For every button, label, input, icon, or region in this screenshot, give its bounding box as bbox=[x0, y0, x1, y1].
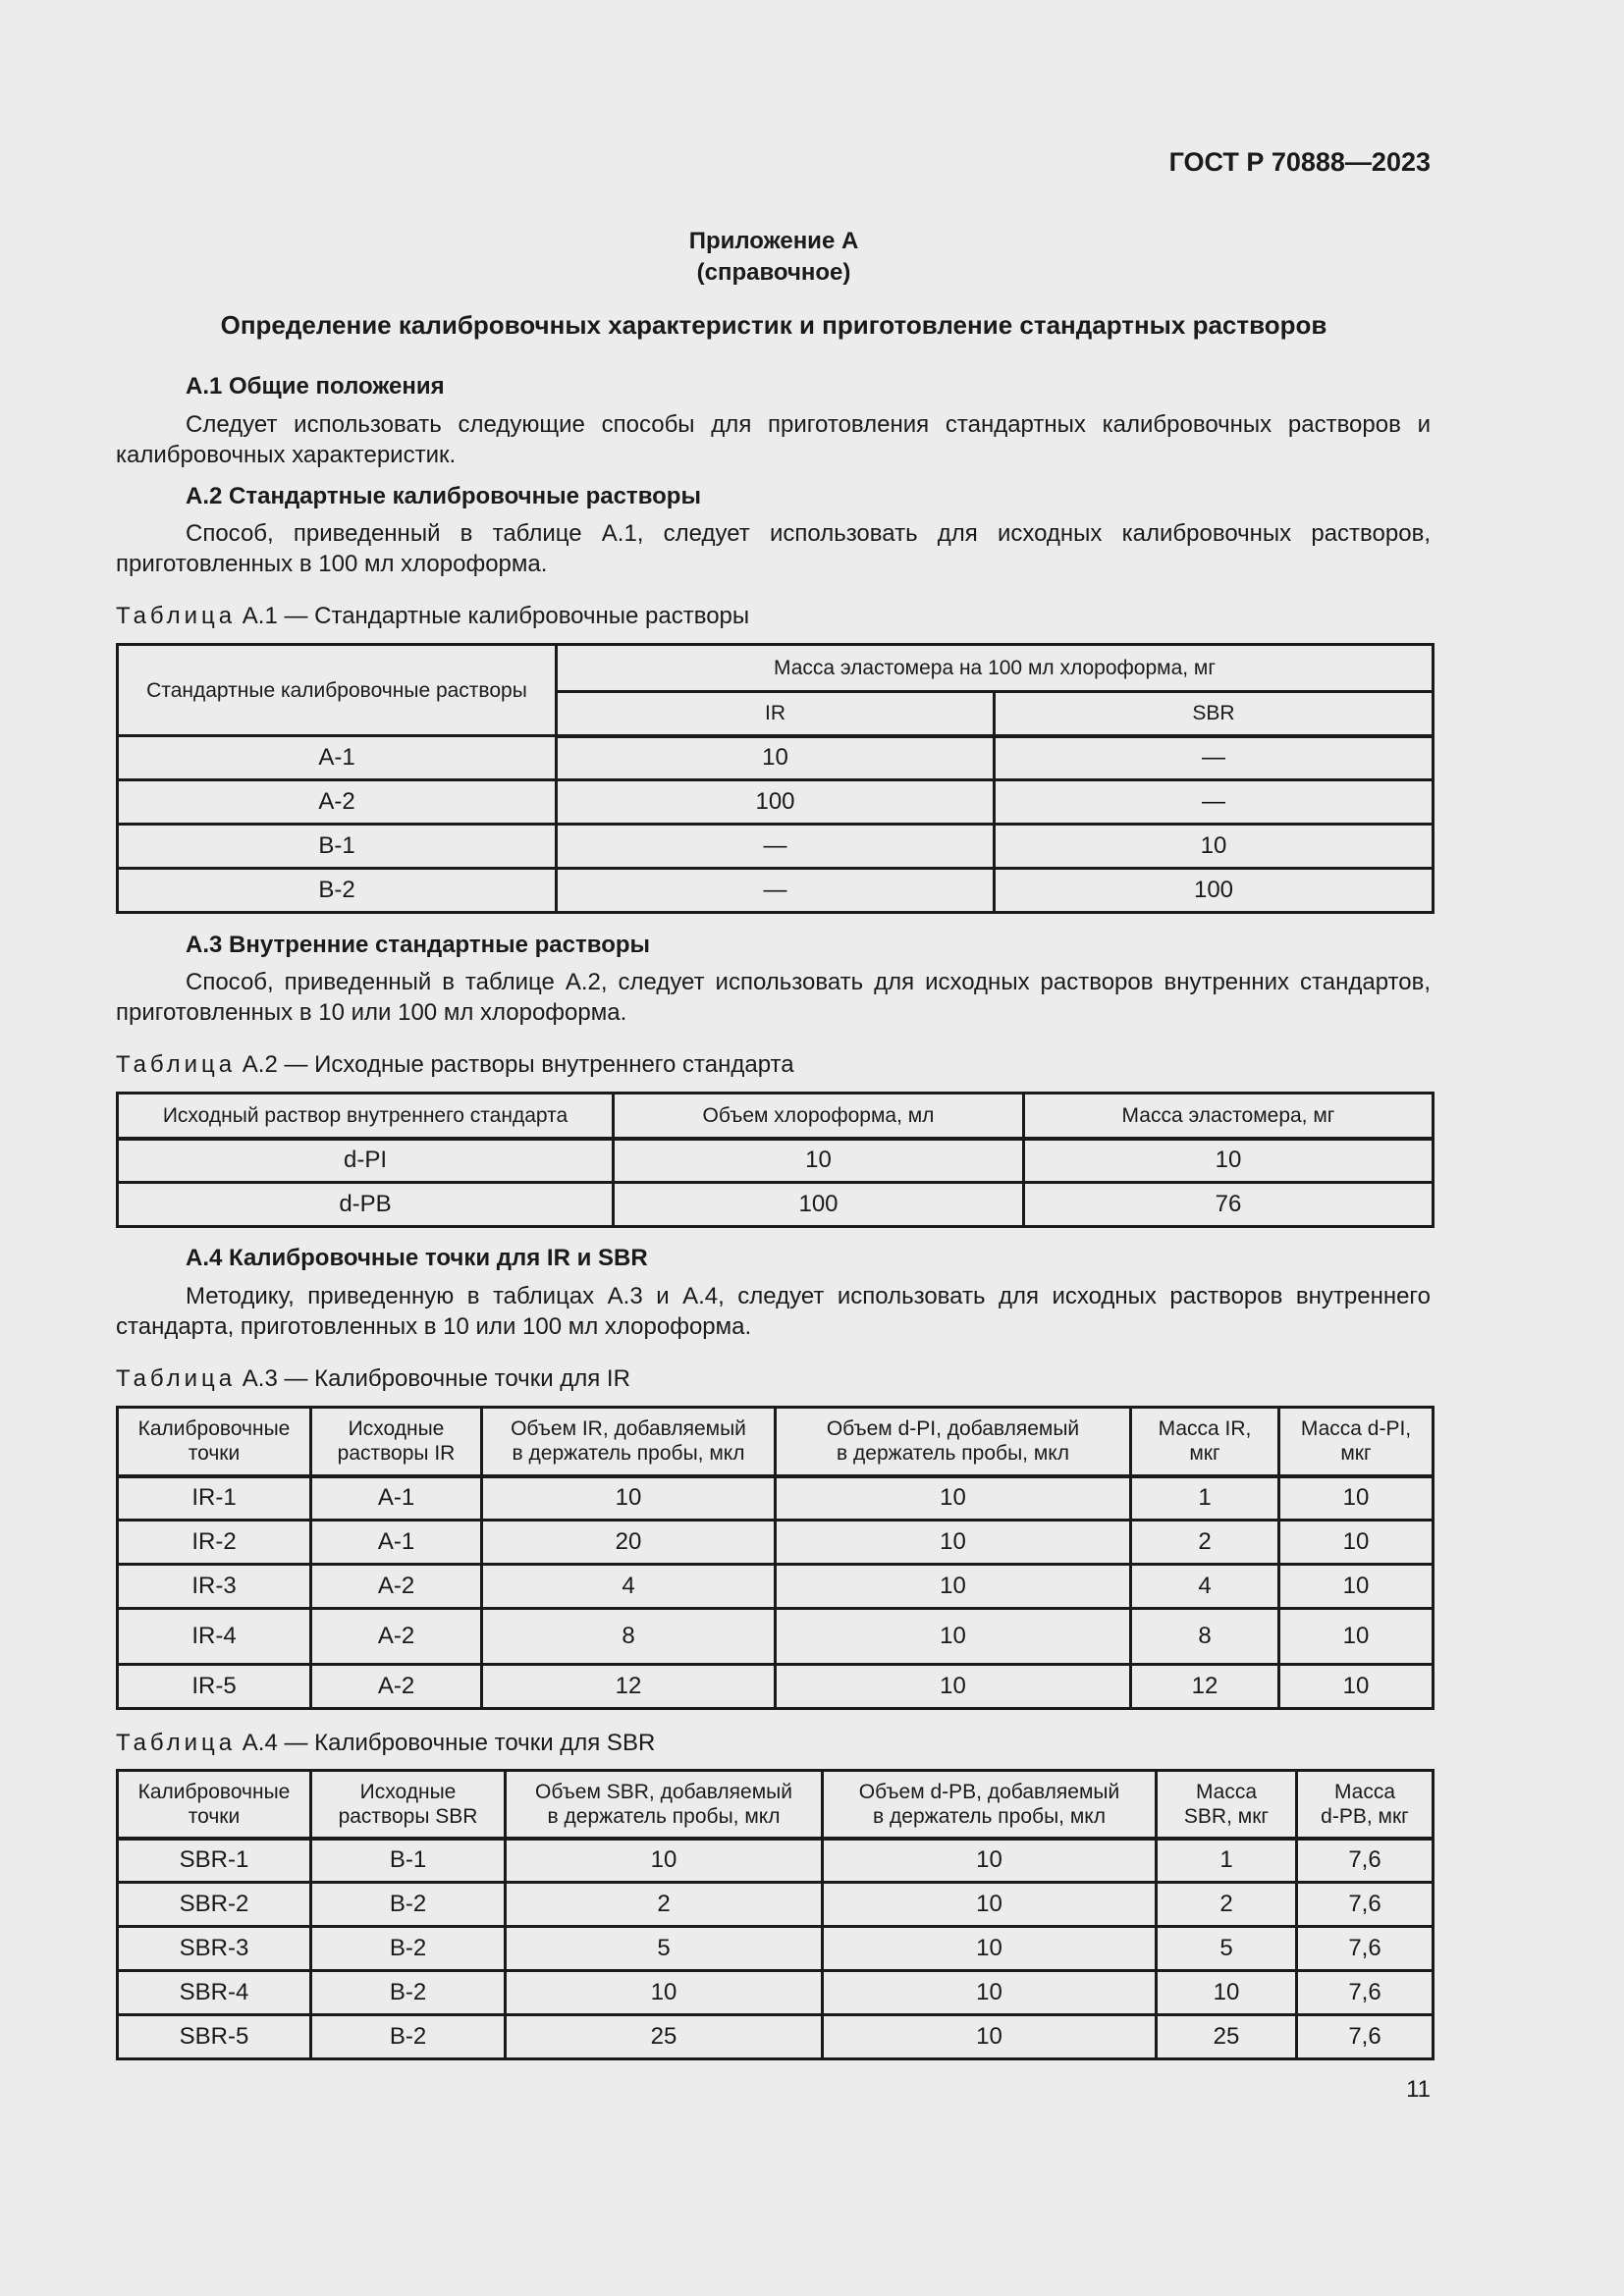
table-cell: 10 bbox=[1157, 1971, 1297, 2015]
table-a3 bbox=[116, 1406, 1435, 1710]
table-cell: 20 bbox=[482, 1521, 776, 1565]
section-a2-text: Способ, приведенный в таблице А.1, следует использовать для исходных калибровочных растворов, приготовленных в 100 мл хлороформа. bbox=[116, 520, 1431, 577]
table-row bbox=[118, 1183, 1434, 1227]
table-cell: 10 bbox=[776, 1521, 1131, 1565]
table-header-cell bbox=[506, 1771, 823, 1839]
table-header-line: Исходные bbox=[348, 1417, 445, 1441]
table-cell: В-2 bbox=[118, 869, 557, 913]
table-cell: — bbox=[557, 825, 995, 869]
caption-text: А.3 — Калибровочные точки для IR bbox=[236, 1365, 630, 1392]
table-cell: 1 bbox=[1157, 1839, 1297, 1883]
table-row bbox=[118, 2015, 1434, 2059]
section-a3-heading: А.3 Внутренние стандартные растворы bbox=[186, 932, 651, 958]
table-header-line: Объем d-PI, добавляемый bbox=[826, 1417, 1080, 1441]
table-cell: 10 bbox=[1279, 1476, 1434, 1521]
table-cell: 8 bbox=[482, 1609, 776, 1665]
caption-word: Таблица bbox=[116, 1365, 237, 1392]
table-header-cell bbox=[118, 1771, 311, 1839]
table-header-line: Масса IR, bbox=[1158, 1417, 1252, 1441]
table-header-line: Объем IR, добавляемый bbox=[511, 1417, 746, 1441]
table-header-line: Масса эластомера, мг bbox=[1121, 1103, 1335, 1127]
table-cell: 10 bbox=[482, 1476, 776, 1521]
table-cell: — bbox=[557, 869, 995, 913]
table-cell: 10 bbox=[823, 2015, 1157, 2059]
table-cell: А-2 bbox=[311, 1609, 482, 1665]
table-cell: 2 bbox=[1131, 1521, 1279, 1565]
table-header-line: Исходный раствор внутреннего стандарта bbox=[162, 1103, 568, 1127]
table-cell: 7,6 bbox=[1297, 1927, 1434, 1971]
table-cell: 2 bbox=[1157, 1883, 1297, 1927]
table-cell: 10 bbox=[776, 1609, 1131, 1665]
table-cell: 12 bbox=[482, 1665, 776, 1709]
appendix-type: (справочное) bbox=[696, 259, 851, 286]
section-a4-text: Методику, приведенную в таблицах А.3 и А.4, следует использовать для исходных растворов внутреннего стандарта, приготовленных в 10 или 100 мл хлороформа. bbox=[116, 1283, 1431, 1340]
table-header-cell bbox=[118, 1408, 311, 1476]
table-cell: 10 bbox=[1279, 1609, 1434, 1665]
table-cell: 5 bbox=[506, 1927, 823, 1971]
table-row bbox=[118, 1609, 1434, 1665]
table-cell: IR-1 bbox=[118, 1476, 311, 1521]
table-cell: 10 bbox=[823, 1971, 1157, 2015]
table-header-cell bbox=[823, 1771, 1157, 1839]
appendix-heading bbox=[116, 226, 1432, 289]
table-header-cell: Стандартные калибровочные растворы bbox=[118, 645, 557, 736]
table-row bbox=[118, 1971, 1434, 2015]
page-number: 11 bbox=[1406, 2076, 1431, 2103]
table-cell: 25 bbox=[506, 2015, 823, 2059]
table-cell: 100 bbox=[614, 1183, 1024, 1227]
table-header-line: Калибровочные bbox=[137, 1417, 291, 1441]
table-cell: 4 bbox=[482, 1565, 776, 1609]
table-header-row bbox=[118, 1408, 1434, 1476]
table-cell: IR-3 bbox=[118, 1565, 311, 1609]
table-cell: 10 bbox=[506, 1971, 823, 2015]
section-a3-text: Способ, приведенный в таблице А.2, следует использовать для исходных растворов внутренних стандартов, приготовленных в 10 или 100 мл хлороформа. bbox=[116, 969, 1431, 1026]
table-cell: 7,6 bbox=[1297, 1971, 1434, 2015]
table-header-cell bbox=[311, 1771, 506, 1839]
table-header-line: точки bbox=[188, 1804, 241, 1828]
table-row bbox=[118, 736, 1434, 780]
table-cell: А-2 bbox=[118, 780, 557, 825]
table-header-cell: Масса эластомера на 100 мл хлороформа, мг bbox=[557, 645, 1434, 692]
table-cell: А-1 bbox=[311, 1521, 482, 1565]
table-row bbox=[118, 869, 1434, 913]
table-cell: 7,6 bbox=[1297, 1883, 1434, 1927]
table-cell: 10 bbox=[1024, 1139, 1434, 1183]
table-a4 bbox=[116, 1769, 1435, 2060]
table-header-line: в держатель пробы, мкл bbox=[837, 1442, 1069, 1466]
table-cell: 10 bbox=[823, 1883, 1157, 1927]
caption-text: А.2 — Исходные растворы внутреннего стандарта bbox=[236, 1051, 794, 1078]
table-cell: 10 bbox=[614, 1139, 1024, 1183]
table-a3-caption bbox=[116, 1365, 630, 1393]
section-a2-heading: А.2 Стандартные калибровочные растворы bbox=[186, 483, 701, 509]
caption-word: Таблица bbox=[116, 603, 237, 629]
table-cell: А-1 bbox=[118, 736, 557, 780]
table-cell: 25 bbox=[1157, 2015, 1297, 2059]
caption-text: А.1 — Стандартные калибровочные растворы bbox=[236, 603, 750, 629]
table-cell: 8 bbox=[1131, 1609, 1279, 1665]
table-cell: В-2 bbox=[311, 1971, 506, 2015]
table-cell: SBR-2 bbox=[118, 1883, 311, 1927]
table-row bbox=[118, 1839, 1434, 1883]
table-header-cell bbox=[1297, 1771, 1434, 1839]
table-cell: А-1 bbox=[311, 1476, 482, 1521]
table-header-line: Исходные bbox=[359, 1780, 457, 1803]
table-header-line: Масса bbox=[1333, 1780, 1396, 1803]
table-cell: В-2 bbox=[311, 1883, 506, 1927]
table-header-row bbox=[118, 1094, 1434, 1139]
table-header-line: Калибровочные bbox=[137, 1780, 291, 1803]
appendix-title: Определение калибровочных характеристик и приготовление стандартных растворов bbox=[220, 310, 1327, 340]
standard-id: ГОСТ Р 70888—2023 bbox=[1168, 147, 1431, 177]
table-cell: 5 bbox=[1157, 1927, 1297, 1971]
table-header-line: Объем d-PB, добавляемый bbox=[858, 1780, 1120, 1803]
table-a2-caption bbox=[116, 1051, 794, 1079]
table-cell: d-PI bbox=[118, 1139, 614, 1183]
table-a1 bbox=[116, 643, 1435, 914]
table-cell: А-2 bbox=[311, 1565, 482, 1609]
table-cell: 10 bbox=[823, 1839, 1157, 1883]
table-header-line: Масса bbox=[1195, 1780, 1258, 1803]
section-a1-text: Следует использовать следующие способы для приготовления стандартных калибровочных растворов и калибровочных характеристик. bbox=[116, 411, 1431, 468]
table-row bbox=[118, 1883, 1434, 1927]
table-cell: 12 bbox=[1131, 1665, 1279, 1709]
table-header-cell bbox=[614, 1094, 1024, 1139]
table-cell: IR-4 bbox=[118, 1609, 311, 1665]
caption-word: Таблица bbox=[116, 1051, 237, 1078]
table-header-cell bbox=[1024, 1094, 1434, 1139]
table-header-line: Объем хлороформа, мл bbox=[702, 1103, 935, 1127]
table-row bbox=[118, 780, 1434, 825]
table-header-line: точки bbox=[188, 1442, 241, 1466]
table-cell: IR-5 bbox=[118, 1665, 311, 1709]
section-a4-heading: А.4 Калибровочные точки для IR и SBR bbox=[186, 1245, 648, 1271]
section-a1-heading: А.1 Общие положения bbox=[186, 373, 445, 400]
table-cell: 10 bbox=[1279, 1521, 1434, 1565]
table-header-cell bbox=[776, 1408, 1131, 1476]
table-cell: 1 bbox=[1131, 1476, 1279, 1521]
table-cell: 100 bbox=[995, 869, 1434, 913]
table-header-line: SBR, мкг bbox=[1183, 1804, 1270, 1828]
table-cell: SBR-5 bbox=[118, 2015, 311, 2059]
table-cell: SBR-4 bbox=[118, 1971, 311, 2015]
table-row bbox=[118, 825, 1434, 869]
table-cell: — bbox=[995, 780, 1434, 825]
table-cell: SBR-1 bbox=[118, 1839, 311, 1883]
table-cell: 10 bbox=[823, 1927, 1157, 1971]
table-header-line: d-PB, мкг bbox=[1321, 1804, 1409, 1828]
table-header-line: Масса d-PI, bbox=[1300, 1417, 1412, 1441]
table-a2 bbox=[116, 1092, 1435, 1228]
table-cell: SBR-3 bbox=[118, 1927, 311, 1971]
table-header-cell bbox=[1279, 1408, 1434, 1476]
table-cell: 10 bbox=[995, 825, 1434, 869]
table-header-line: в держатель пробы, мкл bbox=[873, 1804, 1106, 1828]
appendix-label: Приложение А bbox=[688, 228, 859, 254]
table-header-cell bbox=[118, 1094, 614, 1139]
table-cell: 7,6 bbox=[1297, 1839, 1434, 1883]
table-row bbox=[118, 1665, 1434, 1709]
caption-word: Таблица bbox=[116, 1730, 237, 1756]
table-cell: В-1 bbox=[311, 1839, 506, 1883]
table-header-line: Объем SBR, добавляемый bbox=[535, 1780, 792, 1803]
table-header-line: мкг bbox=[1340, 1442, 1372, 1466]
table-cell: 10 bbox=[776, 1476, 1131, 1521]
table-cell: d-PB bbox=[118, 1183, 614, 1227]
caption-text: А.4 — Калибровочные точки для SBR bbox=[236, 1730, 656, 1756]
table-header-cell: IR bbox=[557, 692, 995, 736]
table-header-line: в держатель пробы, мкл bbox=[547, 1804, 781, 1828]
table-header-cell bbox=[1131, 1408, 1279, 1476]
table-a1-caption bbox=[116, 603, 749, 630]
table-header-cell bbox=[311, 1408, 482, 1476]
table-header-line: растворы IR bbox=[337, 1442, 456, 1466]
table-row bbox=[118, 1521, 1434, 1565]
table-cell: В-2 bbox=[311, 2015, 506, 2059]
table-header-line: растворы SBR bbox=[338, 1804, 478, 1828]
table-header-cell: SBR bbox=[995, 692, 1434, 736]
table-header-cell bbox=[482, 1408, 776, 1476]
table-row bbox=[118, 1565, 1434, 1609]
table-cell: 4 bbox=[1131, 1565, 1279, 1609]
table-header-cell bbox=[1157, 1771, 1297, 1839]
table-cell: В-2 bbox=[311, 1927, 506, 1971]
table-cell: 10 bbox=[776, 1665, 1131, 1709]
table-cell: 10 bbox=[506, 1839, 823, 1883]
table-cell: 100 bbox=[557, 780, 995, 825]
table-header-row bbox=[118, 1771, 1434, 1839]
table-row bbox=[118, 1139, 1434, 1183]
table-cell: IR-2 bbox=[118, 1521, 311, 1565]
table-cell: 2 bbox=[506, 1883, 823, 1927]
table-cell: В-1 bbox=[118, 825, 557, 869]
table-cell: 10 bbox=[1279, 1665, 1434, 1709]
table-a4-caption bbox=[116, 1730, 655, 1757]
table-row bbox=[118, 1927, 1434, 1971]
table-header-line: мкг bbox=[1189, 1442, 1220, 1466]
table-cell: 10 bbox=[557, 736, 995, 780]
table-cell: 7,6 bbox=[1297, 2015, 1434, 2059]
table-header-line: в держатель пробы, мкл bbox=[512, 1442, 745, 1466]
table-cell: 76 bbox=[1024, 1183, 1434, 1227]
table-row bbox=[118, 1476, 1434, 1521]
table-cell: А-2 bbox=[311, 1665, 482, 1709]
table-cell: 10 bbox=[776, 1565, 1131, 1609]
table-cell: — bbox=[995, 736, 1434, 780]
table-cell: 10 bbox=[1279, 1565, 1434, 1609]
